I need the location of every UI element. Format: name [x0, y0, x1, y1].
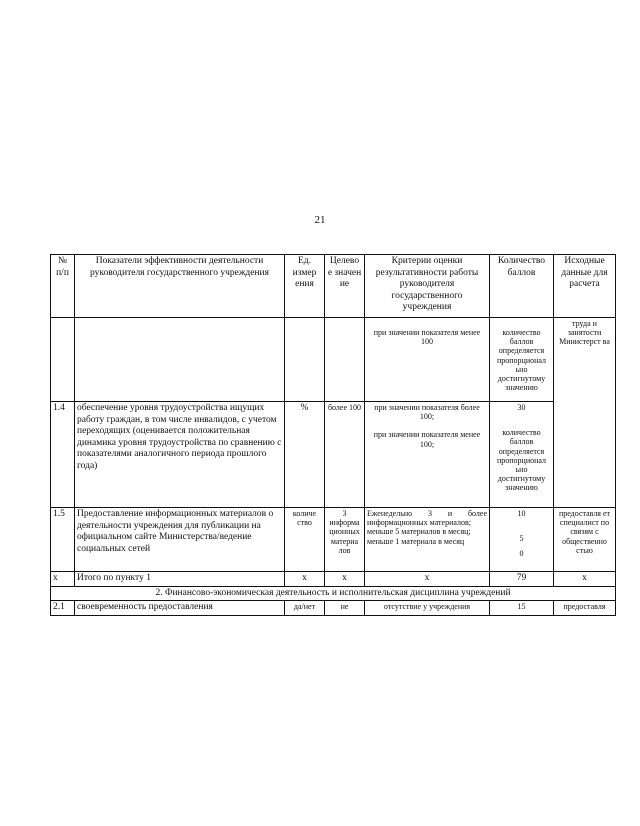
cell-source: x — [554, 572, 616, 587]
cell-source: предоставля — [554, 601, 616, 616]
table-row-total — [51, 572, 616, 587]
cell-points — [490, 508, 554, 572]
cell-source: предоставля ет специалист по связям с общественно стью — [554, 508, 616, 572]
cell-indicator: Предоставление информационных материалов о деятельности учреждения для публикации на официальном сайте Министерства/ведение социальных сетей — [75, 508, 285, 572]
cell-unit: да/нет — [285, 601, 325, 616]
criteria-line: меньше 5 материалов в месяц; — [367, 527, 471, 537]
cell-points — [490, 402, 554, 508]
criteria-line: при значении показателя более 100; — [374, 403, 480, 422]
table-row-continuation — [51, 318, 616, 402]
cell-unit — [285, 318, 325, 402]
header-target: Целево е значен ие — [325, 255, 365, 318]
header-unit: Ед. измер ения — [285, 255, 325, 318]
cell-target: 3 информа ционных материа лов — [325, 508, 365, 572]
cell-points: 15 — [490, 601, 554, 616]
cell-indicator: своевременность предоставления — [75, 601, 285, 616]
cell-criteria — [365, 508, 490, 572]
cell-criteria — [365, 402, 490, 508]
points-line: количество баллов определяется пропорционал ьно достигнутому значению — [496, 428, 547, 493]
table-row-1-5 — [51, 508, 616, 572]
header-points: Количество баллов — [490, 255, 554, 318]
cell-indicator: Итого по пункту 1 — [75, 572, 285, 587]
cell-target — [325, 318, 365, 402]
cell-criteria: отсутствие у учреждения — [365, 601, 490, 616]
cell-indicator — [75, 318, 285, 402]
cell-target: не — [325, 601, 365, 616]
page-number: 21 — [314, 214, 326, 226]
table-header-row — [51, 255, 616, 318]
criteria-line: при значении показателя менее 100; — [373, 430, 481, 449]
cell-criteria: при значении показателя менее 100 — [365, 318, 490, 402]
cell-num: 1.5 — [51, 508, 75, 572]
cell-num — [51, 318, 75, 402]
cell-unit: количе ство — [285, 508, 325, 572]
cell-source: труда и занятости Министерст ва — [554, 318, 616, 508]
header-criteria: Критерии оценки результативности работы руководителя государственного учреждения — [365, 255, 490, 318]
header-source: Исходные данные для расчета — [554, 255, 616, 318]
cell-unit: % — [285, 402, 325, 508]
cell-num: 2.1 — [51, 601, 75, 616]
points-line: 5 — [519, 534, 524, 544]
section-2-row — [51, 586, 616, 601]
criteria-line: меньше 1 материала в месяц — [367, 536, 465, 546]
cell-num: x — [51, 572, 75, 587]
cell-indicator: обеспечение уровня трудоустройства ищущих работу граждан, в том числе инвалидов, с учетом переходящих (оценивается положительная динамика уровня трудоустройства по сравнению с показателями аналогичного периода прошлого года) — [75, 402, 285, 508]
cell-unit: x — [285, 572, 325, 587]
points-line: 30 — [517, 403, 526, 412]
criteria-line: Еженедельно 3 и более информационных материалов; — [367, 509, 487, 528]
table-row-1-4 — [51, 402, 616, 508]
cell-target: x — [325, 572, 365, 587]
indicators-table — [50, 254, 616, 616]
header-num: № п/п — [51, 255, 75, 318]
cell-num: 1.4 — [51, 402, 75, 508]
cell-target: более 100 — [325, 402, 365, 508]
header-indicator: Показатели эффективности деятельности руководителя государственного учреждения — [75, 255, 285, 318]
table-row-2-1 — [51, 601, 616, 616]
cell-points: количество баллов определяется пропорционал ьно достигнутому значению — [490, 318, 554, 402]
cell-criteria: x — [365, 572, 490, 587]
points-line: 0 — [519, 549, 524, 559]
section-title: 2. Финансово-экономическая деятельность и исполнительская дисциплина учреждений — [51, 586, 616, 601]
points-line: 10 — [517, 509, 526, 518]
cell-points: 79 — [490, 572, 554, 587]
